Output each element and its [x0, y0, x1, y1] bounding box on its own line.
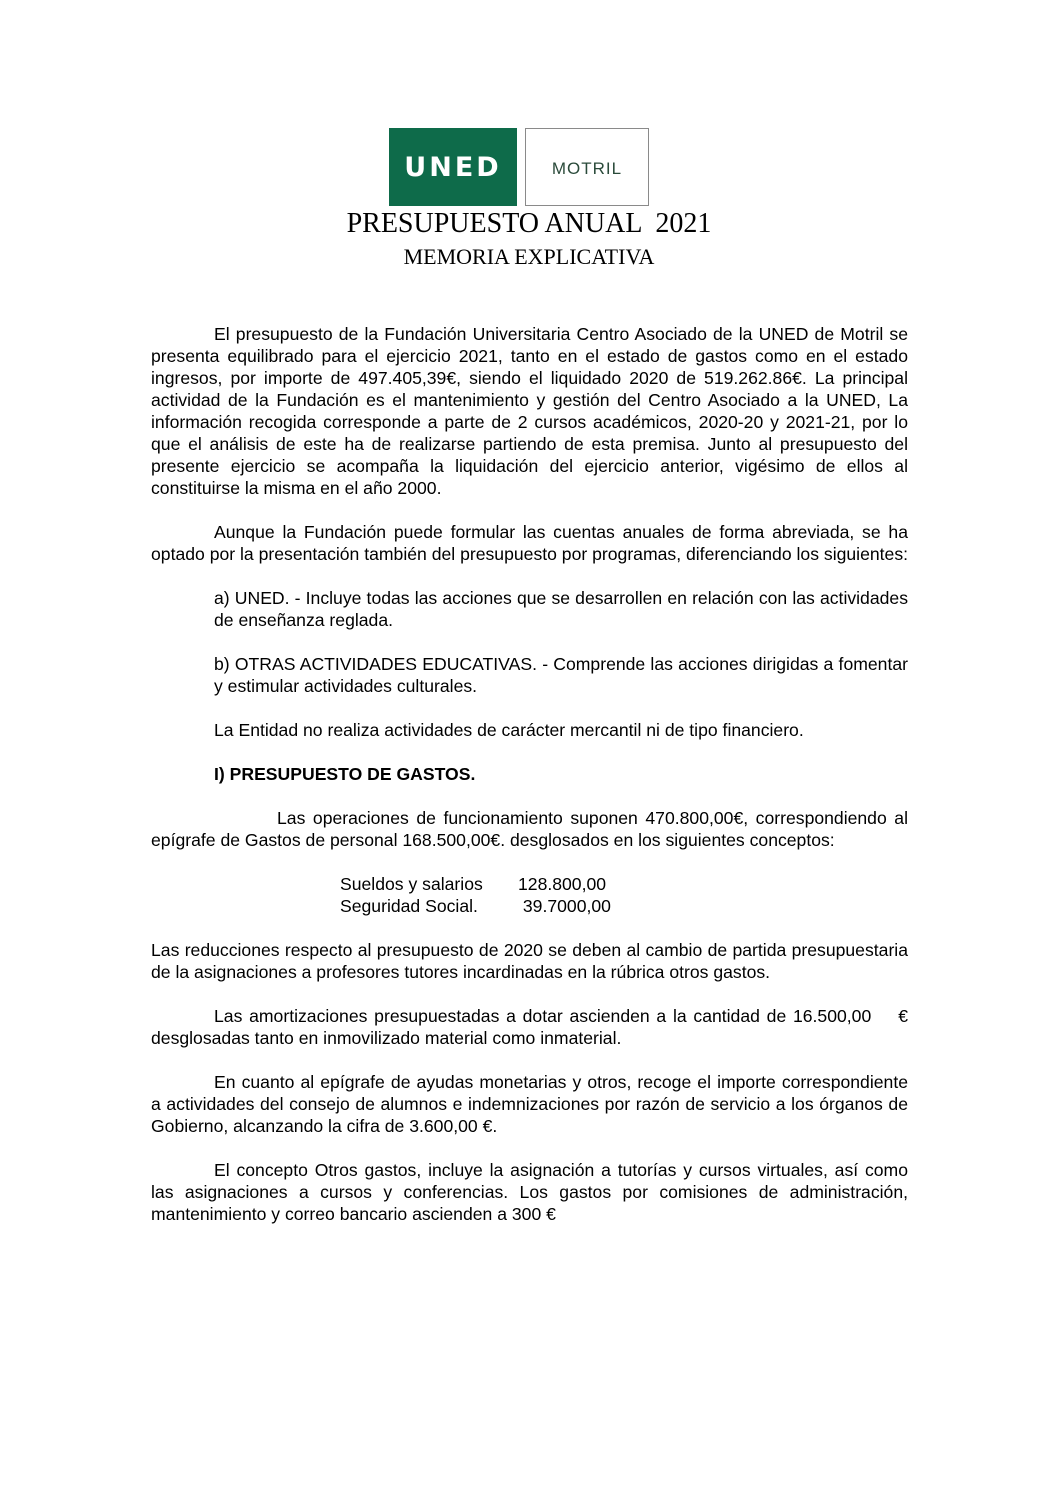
logo-uned-block	[389, 128, 517, 206]
paragraph-otros-gastos: El concepto Otros gastos, incluye la asignación a tutorías y cursos virtuales, así como las asignaciones a cursos y conferencias. Los gastos por comisiones de administración, mantenimiento y correo bancario ascienden a 300 €	[151, 1160, 908, 1224]
paragraph-reducciones: Las reducciones respecto al presupuesto de 2020 se deben al cambio de partida presupuestaria de la asignaciones a profesores tutores incardinadas en la rúbrica otros gastos.	[151, 940, 908, 982]
logo-motril-block	[525, 128, 649, 206]
concept-value: 39.7000,00	[518, 896, 611, 916]
program-item-otras: b) OTRAS ACTIVIDADES EDUCATIVAS. - Comprende las acciones dirigidas a fomentar y estimular actividades culturales.	[214, 654, 908, 696]
concept-label: Seguridad Social.	[340, 896, 478, 916]
logo-motril-text: MOTRIL	[551, 159, 623, 178]
program-item-uned: a) UNED. - Incluye todas las acciones que se desarrollen en relación con las actividades de enseñanza reglada.	[214, 588, 908, 630]
document-subtitle: MEMORIA EXPLICATIVA	[403, 244, 655, 269]
concept-row	[340, 895, 908, 917]
logo-uned-text: UNED	[404, 152, 502, 183]
paragraph-ayudas: En cuanto al epígrafe de ayudas monetarias y otros, recoge el importe correspondiente a actividades del consejo de alumnos e indemnizaciones por razón de servicio a los órganos de Gobierno, alcanzando la cifra de 3.600,00 €.	[151, 1072, 908, 1136]
concept-label: Sueldos y salarios	[340, 874, 483, 894]
paragraph-no-mercantil: La Entidad no realiza actividades de carácter mercantil ni de tipo financiero.	[214, 720, 804, 740]
paragraph-intro: El presupuesto de la Fundación Universitaria Centro Asociado de la UNED de Motril se presenta equilibrado para el ejercicio 2021, tanto en el estado de gastos como en el estado ingresos, por importe de 497.405,39€, siendo el liquidado 2020 de 519.262.86€. La principal actividad de la Fundación es el mantenimiento y gestión del Centro Asociado a la UNED, La información recogida corresponde a parte de 2 cursos académicos, 2020-20 y 2021-21, por lo que el análisis de este ha de realizarse partiendo de esta premisa. Junto al presupuesto del presente ejercicio se acompaña la liquidación del ejercicio anterior, vigésimo de ellos al constituirse la misma en el año 2000.	[151, 324, 908, 498]
paragraph-programs: Aunque la Fundación puede formular las cuentas anuales de forma abreviada, se ha optado por la presentación también del presupuesto por programas, diferenciando los siguientes:	[151, 522, 909, 564]
document-body	[151, 323, 913, 1225]
uned-motril-logo	[389, 128, 648, 206]
document-title: PRESUPUESTO ANUAL 2021	[346, 208, 712, 239]
concept-value: 128.800,00	[518, 874, 607, 894]
concepts-list	[151, 873, 908, 917]
paragraph-operaciones: Las operaciones de funcionamiento suponen 470.800,00€, correspondiendo al epígrafe de Gastos de personal 168.500,00€. desglosados en los siguientes conceptos:	[151, 808, 908, 850]
paragraph-amortizaciones: Las amortizaciones presupuestadas a dotar ascienden a la cantidad de 16.500,00 € desglosadas tanto en inmovilizado material como inmaterial.	[151, 1006, 913, 1048]
section-heading-gastos: I) PRESUPUESTO DE GASTOS.	[214, 764, 476, 784]
concept-row	[340, 873, 908, 895]
